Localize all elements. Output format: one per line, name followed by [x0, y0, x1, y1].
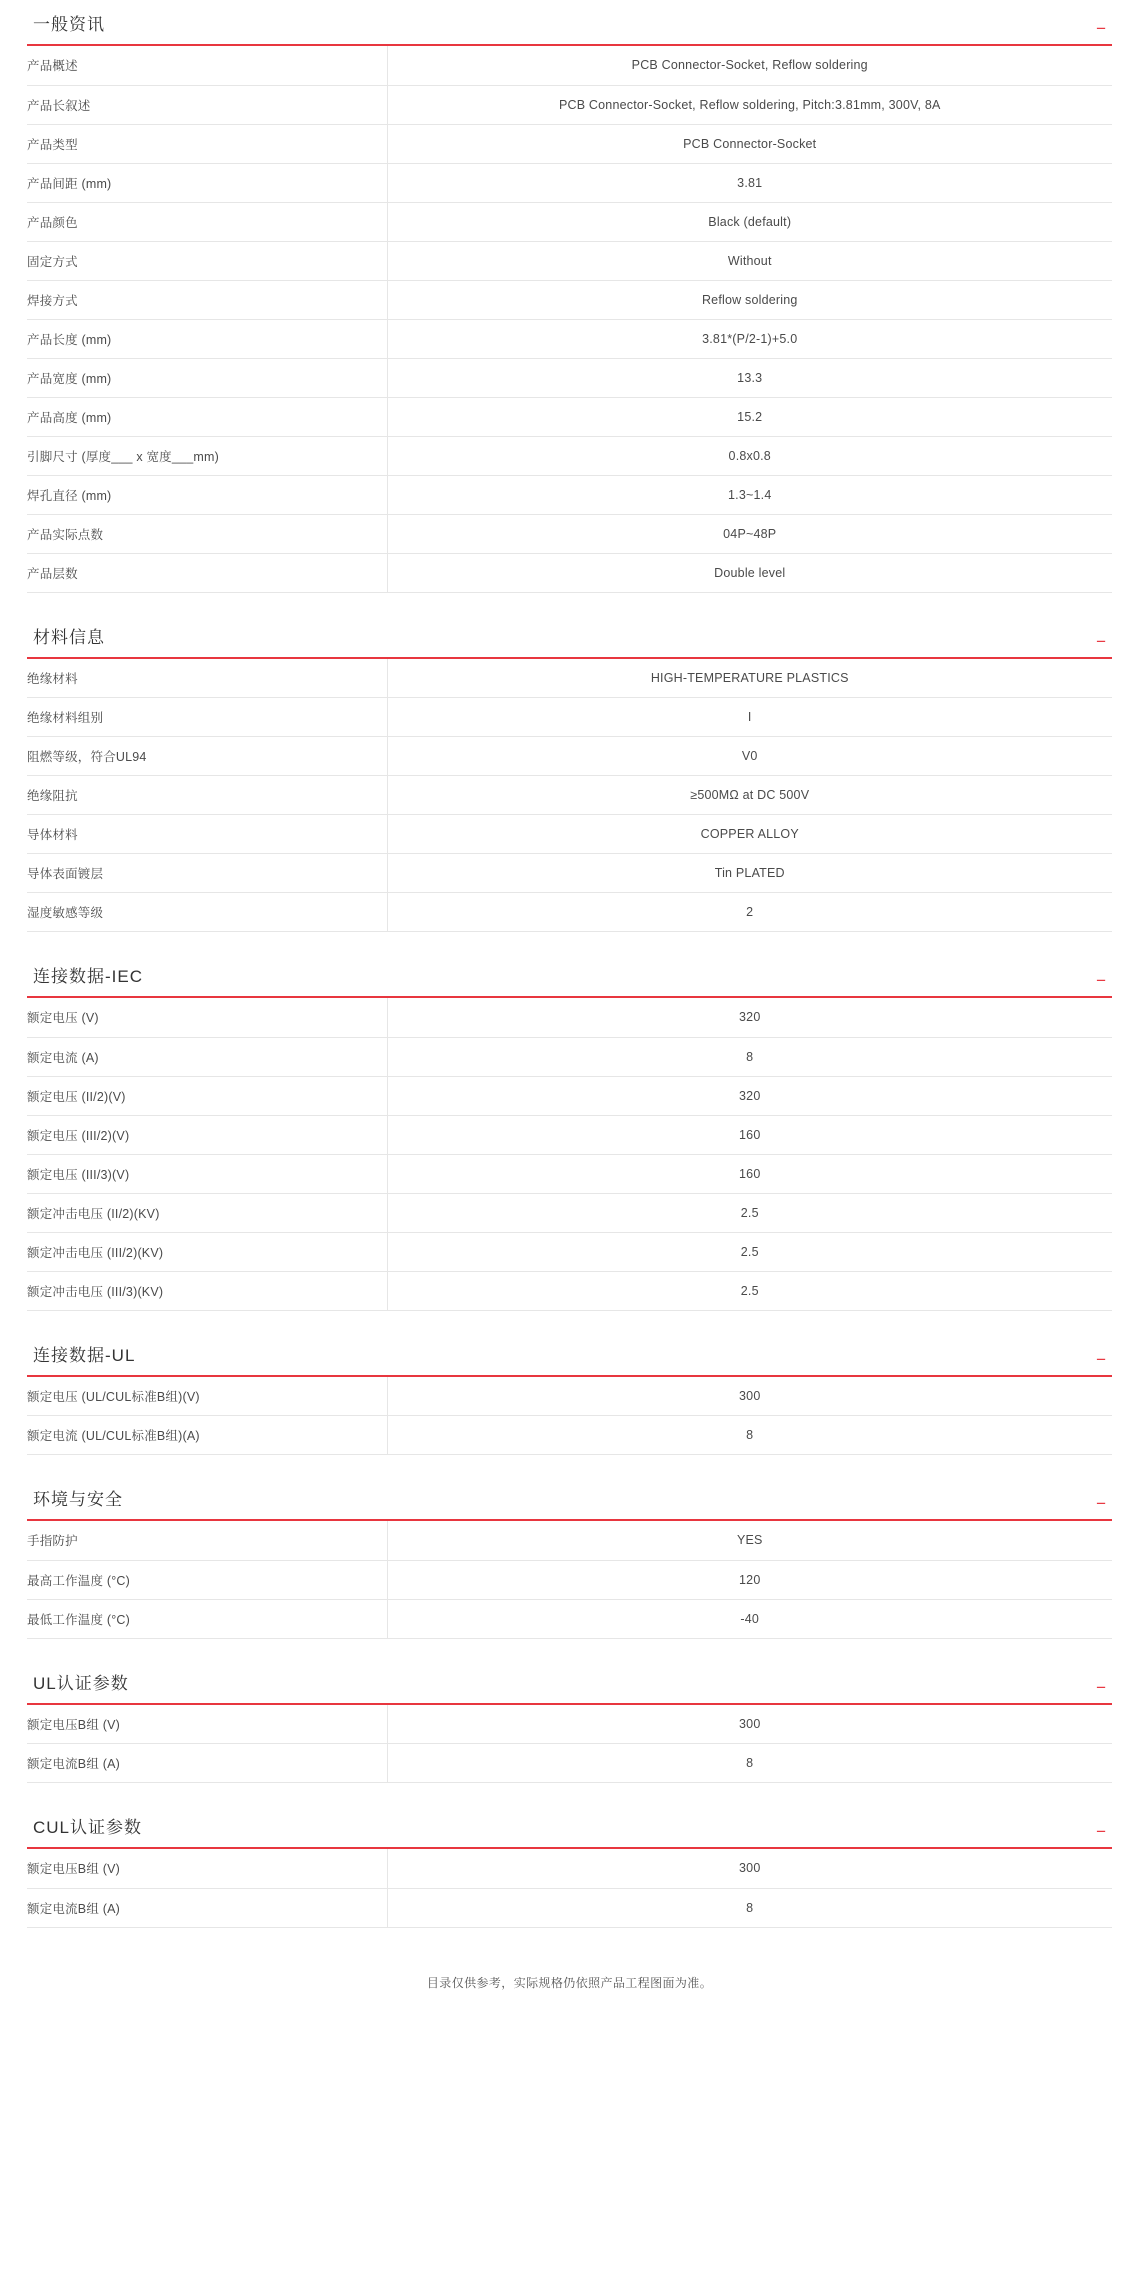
spec-label: 产品颜色: [27, 202, 387, 241]
table-row: [27, 1416, 1112, 1455]
spec-value: HIGH-TEMPERATURE PLASTICS: [650, 670, 849, 685]
table-row: [27, 280, 1112, 319]
spec-value: V0: [741, 749, 758, 763]
spec-value: 0.8x0.8: [728, 448, 771, 463]
spec-label: 额定电压B组 (V): [27, 1705, 387, 1744]
spec-value: 8: [746, 1756, 754, 1770]
spec-table: [27, 1521, 1112, 1639]
table-row: [27, 514, 1112, 553]
table-row: [27, 436, 1112, 475]
spec-value: 2: [746, 905, 754, 919]
section-title: 连接数据-UL: [33, 1345, 136, 1365]
spec-value: PCB Connector-Socket: [683, 136, 817, 151]
spec-label: 额定电压 (UL/CUL标准B组)(V): [27, 1377, 387, 1416]
spec-value: 15.2: [737, 409, 763, 424]
spec-section: [27, 1673, 1112, 1784]
spec-value: 320: [739, 1088, 761, 1103]
table-row: [27, 1377, 1112, 1416]
spec-label: 额定电压 (II/2)(V): [27, 1076, 387, 1115]
spec-value: I: [747, 710, 752, 724]
spec-value: 320: [739, 1010, 761, 1025]
table-row: [27, 358, 1112, 397]
collapse-minus-icon[interactable]: −: [1096, 19, 1106, 38]
spec-value: 300: [739, 1716, 761, 1731]
spec-table: [27, 1377, 1112, 1456]
spec-value: Double level: [714, 565, 786, 580]
table-row: [27, 998, 1112, 1037]
table-row: [27, 893, 1112, 932]
spec-label: 焊接方式: [27, 280, 387, 319]
table-row: [27, 85, 1112, 124]
spec-label: 产品宽度 (mm): [27, 358, 387, 397]
spec-value: 2.5: [740, 1283, 759, 1298]
collapse-minus-icon[interactable]: −: [1096, 1349, 1106, 1369]
spec-label: 湿度敏感等级: [27, 893, 387, 932]
spec-section: [27, 1489, 1112, 1639]
spec-value: 8: [746, 1049, 754, 1064]
spec-section: [27, 627, 1112, 933]
spec-value: ≥500MΩ at DC 500V: [690, 788, 810, 802]
spec-table: [27, 46, 1112, 593]
spec-section: [27, 1345, 1112, 1456]
table-row: [27, 1154, 1112, 1193]
spec-table: [27, 1705, 1112, 1784]
spec-value: 300: [739, 1388, 761, 1403]
spec-value: 8: [746, 1900, 754, 1915]
spec-table: [27, 1849, 1112, 1928]
spec-label: 产品实际点数: [27, 514, 387, 553]
spec-value: 120: [739, 1572, 761, 1587]
table-row: [27, 1115, 1112, 1154]
spec-value: 300: [739, 1861, 761, 1876]
collapse-minus-icon[interactable]: −: [1096, 1822, 1106, 1841]
collapse-minus-icon[interactable]: −: [1096, 971, 1106, 990]
table-row: [27, 698, 1112, 737]
table-row: [27, 202, 1112, 241]
spec-label: 焊孔直径 (mm): [27, 475, 387, 514]
spec-label: 额定电压B组 (V): [27, 1849, 387, 1888]
table-row: [27, 397, 1112, 436]
section-header: [27, 1489, 1112, 1521]
spec-label: 产品间距 (mm): [27, 163, 387, 202]
spec-label: 额定电流B组 (A): [27, 1888, 387, 1927]
spec-value: Black (default): [708, 214, 792, 229]
spec-value: 3.81: [737, 175, 763, 190]
spec-value: -40: [740, 1611, 760, 1626]
spec-value: COPPER ALLOY: [700, 827, 799, 841]
table-row: [27, 815, 1112, 854]
spec-section: [27, 1817, 1112, 1928]
spec-label: 额定电流 (UL/CUL标准B组)(A): [27, 1416, 387, 1455]
spec-label: 最低工作温度 (°C): [27, 1599, 387, 1638]
spec-label: 产品概述: [27, 46, 387, 85]
spec-label: 额定电压 (V): [27, 998, 387, 1037]
spec-label: 最高工作温度 (°C): [27, 1560, 387, 1599]
spec-label: 产品长度 (mm): [27, 319, 387, 358]
collapse-minus-icon[interactable]: −: [1096, 631, 1106, 651]
section-header: [27, 1673, 1112, 1705]
spec-label: 产品长叙述: [27, 85, 387, 124]
spec-value: PCB Connector-Socket, Reflow soldering: [631, 58, 868, 73]
section-title: 材料信息: [33, 627, 105, 647]
table-row: [27, 1888, 1112, 1927]
spec-value: 3.81*(P/2-1)+5.0: [702, 331, 798, 346]
section-header: [27, 1817, 1112, 1849]
table-row: [27, 319, 1112, 358]
spec-label: 产品层数: [27, 553, 387, 592]
table-row: [27, 1193, 1112, 1232]
section-title: 环境与安全: [33, 1490, 123, 1509]
collapse-minus-icon[interactable]: −: [1096, 1494, 1106, 1513]
section-header: [27, 966, 1112, 998]
spec-value: 1.3~1.4: [728, 487, 772, 502]
table-row: [27, 1849, 1112, 1888]
table-row: [27, 46, 1112, 85]
table-row: [27, 776, 1112, 815]
table-row: [27, 553, 1112, 592]
spec-label: 额定电压 (III/3)(V): [27, 1154, 387, 1193]
spec-table: [27, 659, 1112, 933]
spec-label: 额定冲击电压 (III/3)(KV): [27, 1271, 387, 1310]
table-row: [27, 1037, 1112, 1076]
footer-note: 目录仅供参考，实际规格仍依照产品工程图面为准。: [426, 1975, 713, 1990]
spec-label: 额定冲击电压 (II/2)(KV): [27, 1193, 387, 1232]
table-row: [27, 475, 1112, 514]
collapse-minus-icon[interactable]: −: [1096, 1677, 1106, 1697]
spec-value: 160: [739, 1127, 761, 1142]
spec-value: 04P~48P: [723, 526, 777, 541]
table-row: [27, 659, 1112, 698]
spec-value: Tin PLATED: [714, 866, 785, 880]
section-title: CUL认证参数: [33, 1818, 143, 1837]
spec-value: YES: [736, 1533, 763, 1548]
table-row: [27, 1232, 1112, 1271]
spec-value: 2.5: [740, 1205, 759, 1220]
table-row: [27, 1744, 1112, 1783]
table-row: [27, 241, 1112, 280]
section-title: 连接数据-IEC: [33, 967, 143, 986]
spec-label: 绝缘材料组别: [27, 698, 387, 737]
section-title: 一般资讯: [33, 15, 105, 34]
table-row: [27, 124, 1112, 163]
spec-value: Reflow soldering: [701, 292, 798, 307]
spec-label: 产品类型: [27, 124, 387, 163]
table-row: [27, 1705, 1112, 1744]
section-header: [27, 1345, 1112, 1377]
spec-table: [27, 998, 1112, 1311]
spec-value: 2.5: [740, 1244, 759, 1259]
section-title: UL认证参数: [33, 1673, 129, 1693]
table-row: [27, 163, 1112, 202]
spec-sheet-page: [0, 14, 1139, 2031]
table-row: [27, 1271, 1112, 1310]
spec-value: 13.3: [737, 370, 763, 385]
spec-label: 导体表面镀层: [27, 854, 387, 893]
table-row: [27, 1599, 1112, 1638]
spec-label: 产品高度 (mm): [27, 397, 387, 436]
spec-label: 绝缘阻抗: [27, 776, 387, 815]
spec-value: 8: [746, 1428, 754, 1442]
spec-label: 固定方式: [27, 241, 387, 280]
sections-container: [0, 14, 1139, 1928]
table-row: [27, 1076, 1112, 1115]
spec-label: 额定冲击电压 (III/2)(KV): [27, 1232, 387, 1271]
spec-label: 绝缘材料: [27, 659, 387, 698]
table-row: [27, 737, 1112, 776]
spec-label: 额定电流 (A): [27, 1037, 387, 1076]
spec-label: 额定电流B组 (A): [27, 1744, 387, 1783]
spec-value: 160: [739, 1166, 761, 1181]
spec-section: [27, 966, 1112, 1311]
spec-label: 阻燃等级，符合UL94: [27, 737, 387, 776]
table-row: [27, 1560, 1112, 1599]
spec-label: 手指防护: [27, 1521, 387, 1560]
table-row: [27, 1521, 1112, 1560]
spec-label: 额定电压 (III/2)(V): [27, 1115, 387, 1154]
spec-label: 导体材料: [27, 815, 387, 854]
spec-section: [27, 14, 1112, 593]
section-header: [27, 14, 1112, 46]
table-row: [27, 854, 1112, 893]
spec-value: PCB Connector-Socket, Reflow soldering, Pitch:3.81mm, 300V, 8A: [558, 97, 941, 112]
section-header: [27, 627, 1112, 659]
spec-label: 引脚尺寸 (厚度___ x 宽度___mm): [27, 436, 387, 475]
spec-value: Without: [727, 253, 772, 268]
